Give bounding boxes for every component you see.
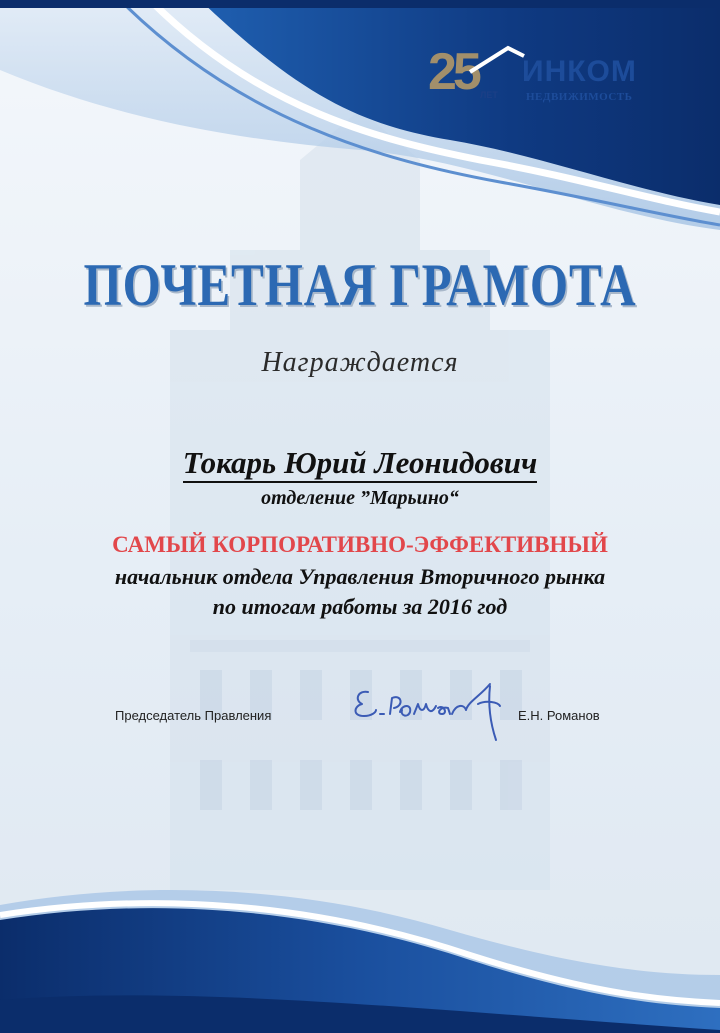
nomination: САМЫЙ КОРПОРАТИВНО-ЭФФЕКТИВНЫЙ (112, 532, 608, 557)
period-line: по итогам работы за 2016 год (212, 594, 508, 619)
roof-icon (468, 44, 528, 74)
logo-company-name: ИНКОМ (522, 55, 637, 88)
position-line: начальник отдела Управления Вторичного рынка (114, 564, 606, 589)
signatory-name: Е.Н. Романов (518, 708, 600, 723)
recipient-name-line (0, 444, 720, 482)
awarded-text: Награждается (261, 347, 459, 378)
certificate-title: ПОЧЕТНАЯ ГРАМОТА (83, 252, 637, 318)
company-logo (428, 44, 668, 106)
recipient-name: Токарь Юрий Леонидович (183, 445, 537, 483)
handwritten-signature (340, 674, 525, 744)
signatory-title: Председатель Правления (115, 708, 272, 723)
logo-subtitle: НЕДВИЖИМОСТЬ (526, 91, 633, 103)
logo-years-suffix: ЛЕТ (480, 90, 498, 100)
logo-years: 25 (428, 43, 478, 101)
department: отделение ”Марьино“ (261, 487, 459, 509)
